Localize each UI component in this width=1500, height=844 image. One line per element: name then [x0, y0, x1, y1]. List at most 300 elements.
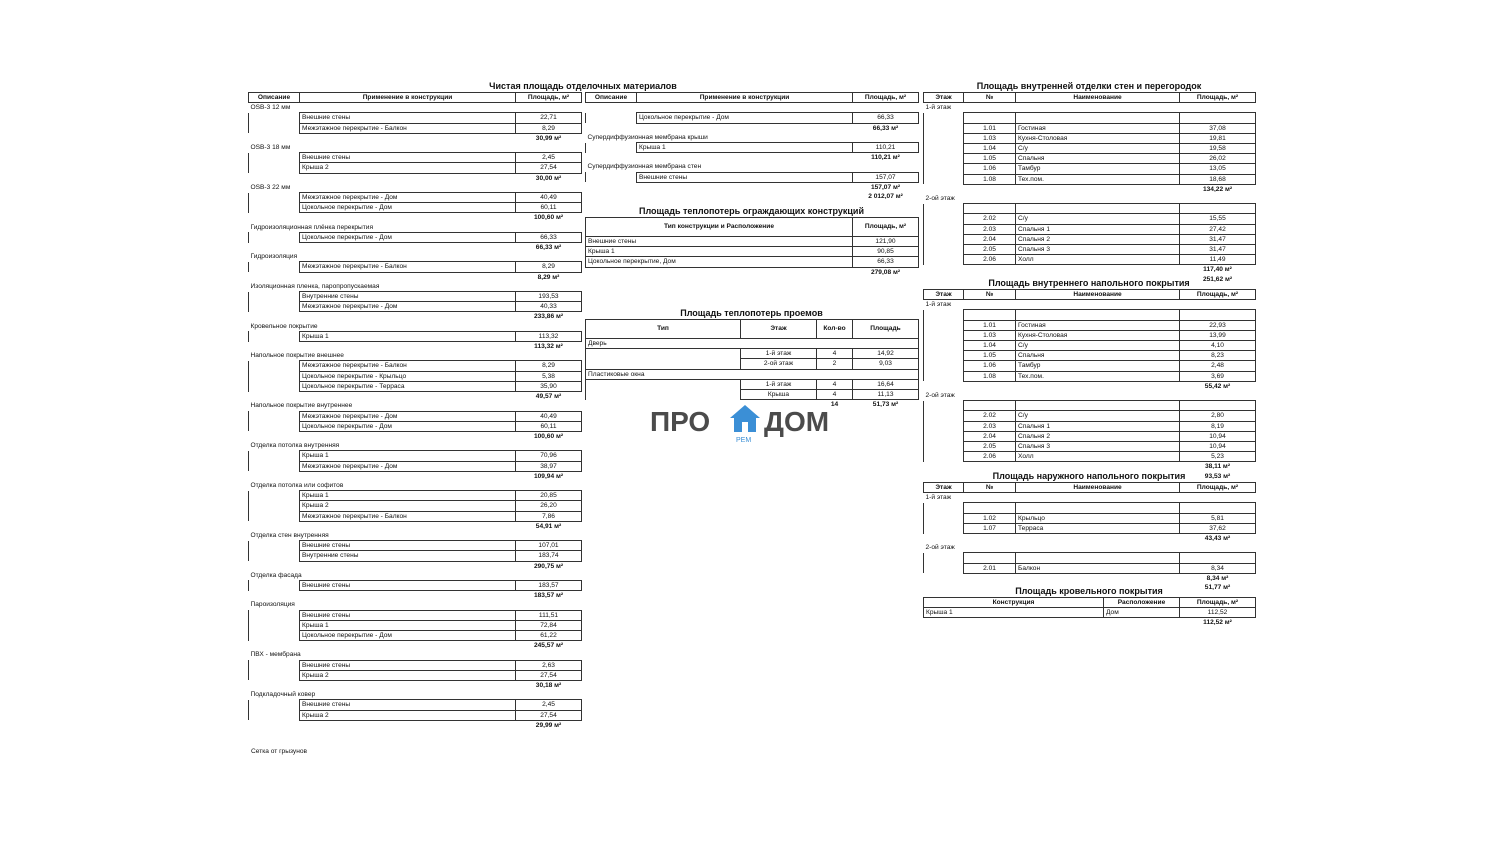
group-name: Отделка стен внутренняя	[250, 531, 329, 539]
empty-cell	[249, 133, 300, 143]
col-header: Этаж	[924, 93, 964, 103]
area-cell: 37,08	[1180, 123, 1256, 133]
materials-grand-total: 2 012,07 м²	[868, 193, 903, 201]
empty-cell	[249, 720, 300, 730]
table-row	[924, 214, 1256, 224]
application-cell: Цокольное перекрытие - Дом	[300, 630, 516, 640]
group-total-row	[249, 342, 582, 352]
table-row	[924, 563, 1256, 573]
empty-cell	[924, 224, 964, 234]
room-number: 1.08	[964, 371, 1016, 381]
floorin-title: Площадь внутреннего напольного покрытия	[988, 278, 1190, 288]
area-cell: 2,48	[1180, 361, 1256, 371]
logo-text-dom: ДОМ	[764, 406, 830, 437]
area-cell: 31,47	[1180, 245, 1256, 255]
area-cell: 19,58	[1180, 144, 1256, 154]
application-cell: Крыша 2	[300, 163, 516, 173]
col-header: Этаж	[924, 483, 964, 493]
group-name: OSB-3 12 мм	[250, 104, 291, 112]
empty-cell	[924, 573, 964, 583]
empty-cell	[249, 292, 300, 302]
group-name-row	[249, 322, 582, 332]
empty-cell	[924, 431, 964, 441]
empty-cell	[1180, 310, 1256, 320]
roof-total: 112,52 м²	[1203, 619, 1232, 627]
group-total: 29,99 м²	[535, 721, 562, 729]
empty-cell	[1016, 462, 1180, 472]
room-number: 2.02	[964, 411, 1016, 421]
empty-cell	[300, 471, 516, 481]
floor-total: 38,11 м²	[1204, 463, 1231, 471]
area-cell: 31,47	[1180, 234, 1256, 244]
area-cell: 13,99	[1180, 330, 1256, 340]
empty-cell	[964, 573, 1016, 583]
col-header: Наименование	[1016, 483, 1180, 493]
table-row	[249, 203, 582, 213]
empty-cell	[249, 620, 300, 630]
table-row	[249, 461, 582, 471]
group-name: Напольное покрытие внешнее	[250, 352, 344, 360]
col-header: Этаж	[741, 320, 817, 339]
empty-cell	[249, 610, 300, 620]
table-row	[924, 513, 1256, 523]
area-cell: 60,11	[516, 421, 582, 431]
group-total-row	[249, 591, 582, 601]
floor-name: 2-ой этаж	[925, 195, 955, 203]
area-cell: 72,84	[516, 620, 582, 630]
group-name: Кровельное покрытие	[250, 322, 318, 330]
room-number: 2.04	[964, 234, 1016, 244]
area-cell: 113,32	[516, 331, 582, 341]
floor-total-row	[924, 573, 1256, 583]
area-cell: 35,90	[516, 381, 582, 391]
table-row	[586, 247, 919, 257]
group-total-row	[249, 243, 582, 253]
table-cell: 90,85	[853, 247, 919, 257]
empty-cell	[249, 421, 300, 431]
empty-cell	[249, 630, 300, 640]
table-row	[586, 237, 919, 247]
room-name: Спальня 1	[1016, 224, 1180, 234]
table-row	[249, 123, 582, 133]
table-row	[249, 541, 582, 551]
empty-cell	[300, 521, 516, 531]
empty-cell	[300, 342, 516, 352]
table-row	[249, 153, 582, 163]
empty-cell	[586, 143, 637, 153]
empty-cell	[964, 204, 1016, 214]
col-header: Площадь, м²	[1180, 93, 1256, 103]
col-header: Расположение	[1104, 598, 1180, 608]
table-row	[249, 580, 582, 590]
empty-cell	[586, 113, 637, 123]
room-name: Спальня 2	[1016, 431, 1180, 441]
floor-name-row	[924, 300, 1256, 310]
floor-name-row	[924, 194, 1256, 204]
spacer-row	[924, 401, 1256, 411]
table-row	[249, 361, 582, 371]
group-total: 8,29 м²	[537, 273, 560, 281]
empty-cell	[586, 379, 741, 389]
group-total-row	[586, 123, 919, 133]
empty-cell	[300, 641, 516, 651]
area-cell: 4,10	[1180, 341, 1256, 351]
empty-cell	[924, 523, 964, 533]
empty-cell	[924, 341, 964, 351]
area-cell: 14,92	[853, 349, 919, 359]
table-row	[249, 491, 582, 501]
application-cell: Крыша 1	[637, 143, 853, 153]
application-cell: Цокольное перекрытие - Дом	[300, 232, 516, 242]
heatloss-body	[586, 237, 919, 268]
group-total: 49,57 м²	[535, 393, 562, 401]
empty-cell	[1016, 265, 1180, 275]
count-cell: 4	[817, 379, 853, 389]
floor-total: 134,22 м²	[1202, 185, 1233, 193]
room-name: Кухня-Столовая	[1016, 133, 1180, 143]
area-cell: 66,33	[516, 232, 582, 242]
empty-cell	[1016, 381, 1180, 391]
floor-cell: 2-ой этаж	[741, 359, 817, 369]
group-total-row	[249, 431, 582, 441]
application-cell: Внешние стены	[300, 700, 516, 710]
empty-cell	[1016, 573, 1180, 583]
pro-dom-logo	[650, 402, 850, 446]
empty-cell	[249, 193, 300, 203]
materials-footer: Сетка от грызунов	[251, 748, 308, 755]
table-row	[249, 451, 582, 461]
empty-cell	[637, 123, 853, 133]
group-name-row	[249, 351, 582, 361]
area-cell: 27,54	[516, 163, 582, 173]
floor-name-row	[924, 493, 1256, 503]
materials-left-body	[249, 103, 582, 730]
room-name: Гостиная	[1016, 320, 1180, 330]
empty-cell	[249, 670, 300, 680]
empty-cell	[300, 680, 516, 690]
empty-cell	[924, 411, 964, 421]
area-cell: 20,85	[516, 491, 582, 501]
empty-cell	[964, 265, 1016, 275]
empty-cell	[924, 462, 964, 472]
group-total-row	[249, 680, 582, 690]
empty-cell	[249, 451, 300, 461]
group-name: ПВХ - мембрана	[250, 651, 301, 659]
room-name: Крыльцо	[1016, 513, 1180, 523]
room-name: Тамбур	[1016, 164, 1180, 174]
group-name-row	[249, 600, 582, 610]
room-name: Спальня	[1016, 154, 1180, 164]
group-total-row	[586, 153, 919, 163]
room-name: Кухня-Столовая	[1016, 330, 1180, 340]
room-name: Тех.пом.	[1016, 174, 1180, 184]
table-cell: Крыша 1	[924, 608, 1104, 618]
group-name: Супердиффузионная мембрана стен	[587, 163, 702, 171]
group-name-row	[249, 183, 582, 193]
empty-cell	[300, 173, 516, 183]
application-cell: Внутренние стены	[300, 551, 516, 561]
floorout-title: Площадь наружного напольного покрытия	[992, 471, 1186, 481]
group-name-row	[249, 401, 582, 411]
empty-cell	[249, 232, 300, 242]
empty-cell	[249, 163, 300, 173]
empty-cell	[300, 591, 516, 601]
spacer-row	[924, 113, 1256, 123]
application-cell: Крыша 1	[300, 331, 516, 341]
group-name-row	[586, 133, 919, 143]
col-header: Тип конструкции и Расположение	[586, 218, 853, 237]
empty-cell	[586, 172, 637, 182]
col-header: Кол-во	[817, 320, 853, 339]
area-cell: 11,49	[1180, 255, 1256, 265]
empty-cell	[249, 331, 300, 341]
room-name: С/у	[1016, 214, 1180, 224]
table-row	[924, 255, 1256, 265]
group-name: Гидроизоляционная плёнка перекрытия	[250, 223, 374, 231]
empty-cell	[924, 265, 964, 275]
area-cell: 27,42	[1180, 224, 1256, 234]
heatloss-table	[585, 217, 919, 277]
col-header: Этаж	[924, 290, 964, 300]
table-cell: 112,52	[1180, 608, 1256, 618]
room-name: С/у	[1016, 411, 1180, 421]
application-cell: Цокольное перекрытие - Дом	[300, 203, 516, 213]
empty-cell	[249, 203, 300, 213]
table-cell: 121,90	[853, 237, 919, 247]
empty-cell	[300, 561, 516, 571]
area-cell: 5,81	[1180, 513, 1256, 523]
room-number: 1.06	[964, 361, 1016, 371]
group-total: 54,91 м²	[535, 522, 562, 530]
empty-cell	[586, 349, 741, 359]
table-row	[924, 144, 1256, 154]
area-cell: 8,19	[1180, 421, 1256, 431]
group-total-row	[249, 213, 582, 223]
application-cell: Цокольное перекрытие - Дом	[300, 421, 516, 431]
table-row	[924, 330, 1256, 340]
area-cell: 18,68	[1180, 174, 1256, 184]
empty-cell	[924, 204, 964, 214]
group-total: 113,32 м²	[534, 343, 563, 351]
room-number: 2.06	[964, 255, 1016, 265]
group-name	[586, 103, 919, 113]
group-name-row	[249, 103, 582, 113]
application-cell: Межэтажное перекрытие - Балкон	[300, 123, 516, 133]
group-total-row	[249, 471, 582, 481]
empty-cell	[964, 184, 1016, 194]
empty-cell	[924, 154, 964, 164]
group-total: 100,60 м²	[533, 432, 564, 440]
table-row	[249, 302, 582, 312]
materials-table-left	[248, 92, 582, 730]
room-number: 2.03	[964, 224, 1016, 234]
group-name-row	[249, 223, 582, 233]
empty-cell	[249, 312, 300, 322]
group-total: 66,33 м²	[872, 124, 899, 132]
group-total-row	[249, 173, 582, 183]
empty-cell	[924, 310, 964, 320]
group-total-row	[249, 720, 582, 730]
empty-cell	[249, 551, 300, 561]
empty-cell	[1016, 503, 1180, 513]
group-total-row	[249, 272, 582, 282]
logo-graphic	[650, 402, 850, 446]
empty-cell	[924, 164, 964, 174]
table-row	[924, 411, 1256, 421]
room-number: 1.01	[964, 320, 1016, 330]
empty-cell	[249, 361, 300, 371]
room-name: Спальня 3	[1016, 442, 1180, 452]
room-number: 1.07	[964, 523, 1016, 533]
area-cell: 61,22	[516, 630, 582, 640]
empty-cell	[300, 431, 516, 441]
empty-cell	[249, 342, 300, 352]
floor-name-row	[924, 103, 1256, 113]
area-cell: 27,54	[516, 670, 582, 680]
group-name: Пароизоляция	[250, 601, 295, 609]
group-total: 245,57 м²	[533, 642, 564, 650]
empty-cell	[586, 123, 637, 133]
table-row	[586, 143, 919, 153]
area-cell: 193,53	[516, 292, 582, 302]
room-name: Спальня 1	[1016, 421, 1180, 431]
heatloss-total: 279,08 м²	[870, 268, 901, 276]
room-number: 1.03	[964, 330, 1016, 340]
area-cell: 2,45	[516, 700, 582, 710]
empty-cell	[300, 243, 516, 253]
empty-cell	[249, 262, 300, 272]
table-row	[249, 292, 582, 302]
col-header: Площадь	[853, 320, 919, 339]
room-name: С/у	[1016, 144, 1180, 154]
group-name-row	[249, 481, 582, 491]
application-cell: Крыша 1	[300, 451, 516, 461]
group-name: Супердиффузионная мембрана крыши	[587, 133, 708, 141]
floor-total: 8,34 м²	[1206, 574, 1229, 582]
floor-name: 2-ой этаж	[925, 392, 955, 400]
table-row	[249, 381, 582, 391]
room-number: 2.06	[964, 452, 1016, 462]
empty-cell	[249, 660, 300, 670]
table-row	[924, 341, 1256, 351]
group-name: Отделка потолка или софитов	[250, 481, 344, 489]
group-total: 100,60 м²	[533, 214, 564, 222]
col-header: Применение в конструкции	[300, 93, 516, 103]
empty-cell	[924, 513, 964, 523]
empty-cell	[924, 174, 964, 184]
room-name: Тамбур	[1016, 361, 1180, 371]
application-cell: Внешние стены	[300, 541, 516, 551]
empty-cell	[1180, 553, 1256, 563]
empty-cell	[964, 503, 1016, 513]
group-total: 30,00 м²	[535, 174, 562, 182]
area-cell: 22,93	[1180, 320, 1256, 330]
empty-cell	[249, 381, 300, 391]
table-cell: Крыша 1	[586, 247, 853, 257]
empty-cell	[1016, 401, 1180, 411]
group-total-row	[249, 641, 582, 651]
application-cell: Внешние стены	[300, 153, 516, 163]
room-name: С/у	[1016, 341, 1180, 351]
group-total: 110,21 м²	[871, 154, 900, 162]
floor-total-row	[924, 462, 1256, 472]
area-cell: 5,23	[1180, 452, 1256, 462]
floor-total-row	[924, 381, 1256, 391]
col-header: Тип	[586, 320, 741, 339]
room-name: Тех.пом.	[1016, 371, 1180, 381]
floorout-body	[924, 493, 1256, 583]
area-cell: 13,05	[1180, 164, 1256, 174]
table-row	[924, 608, 1256, 618]
empty-cell	[964, 553, 1016, 563]
group-name-row	[586, 162, 919, 172]
group-name-row	[586, 369, 919, 379]
empty-cell	[924, 255, 964, 265]
area-cell: 40,49	[516, 193, 582, 203]
group-total: 66,33 м²	[535, 244, 562, 252]
roof-title: Площадь кровельного покрытия	[1015, 586, 1163, 596]
empty-cell	[249, 541, 300, 551]
group-total: 183,57 м²	[533, 592, 564, 600]
application-cell: Цокольное перекрытие - Крыльцо	[300, 371, 516, 381]
area-cell: 183,74	[516, 551, 582, 561]
empty-cell	[924, 184, 964, 194]
area-cell: 8,34	[1180, 563, 1256, 573]
empty-cell	[300, 213, 516, 223]
room-name: Спальня 2	[1016, 234, 1180, 244]
area-cell: 5,38	[516, 371, 582, 381]
group-total: 157,07 м²	[870, 183, 901, 191]
spacer-row	[924, 503, 1256, 513]
application-cell: Межэтажное перекрытие - Балкон	[300, 511, 516, 521]
area-cell: 8,29	[516, 361, 582, 371]
col-header: Площадь, м²	[853, 93, 919, 103]
table-row	[249, 610, 582, 620]
table-row	[249, 670, 582, 680]
application-cell: Крыша 2	[300, 501, 516, 511]
table-cell: Внешние стены	[586, 237, 853, 247]
table-row	[249, 421, 582, 431]
empty-cell	[249, 411, 300, 421]
table-row	[924, 133, 1256, 143]
empty-cell	[964, 310, 1016, 320]
application-cell: Внешние стены	[300, 580, 516, 590]
area-cell: 10,94	[1180, 431, 1256, 441]
room-name: Гостиная	[1016, 123, 1180, 133]
application-cell: Внутренние стены	[300, 292, 516, 302]
floor-total-row	[924, 184, 1256, 194]
group-name: Гидроизоляция	[250, 253, 298, 261]
area-cell: 8,23	[1180, 351, 1256, 361]
group-name-row	[249, 441, 582, 451]
group-total-row	[586, 182, 919, 192]
group-name-row	[249, 143, 582, 153]
area-cell: 8,29	[516, 262, 582, 272]
count-cell: 2	[817, 359, 853, 369]
empty-cell	[1180, 503, 1256, 513]
table-row	[586, 172, 919, 182]
group-name-row	[249, 252, 582, 262]
application-cell: Межэтажное перекрытие - Дом	[300, 302, 516, 312]
empty-cell	[1016, 113, 1180, 123]
empty-cell	[249, 461, 300, 471]
application-cell: Межэтажное перекрытие - Дом	[300, 411, 516, 421]
group-total: 290,75 м²	[533, 562, 564, 570]
empty-cell	[924, 234, 964, 244]
empty-cell	[1016, 534, 1180, 544]
openings-total-count: 14	[830, 401, 839, 409]
area-cell: 26,02	[1180, 154, 1256, 164]
